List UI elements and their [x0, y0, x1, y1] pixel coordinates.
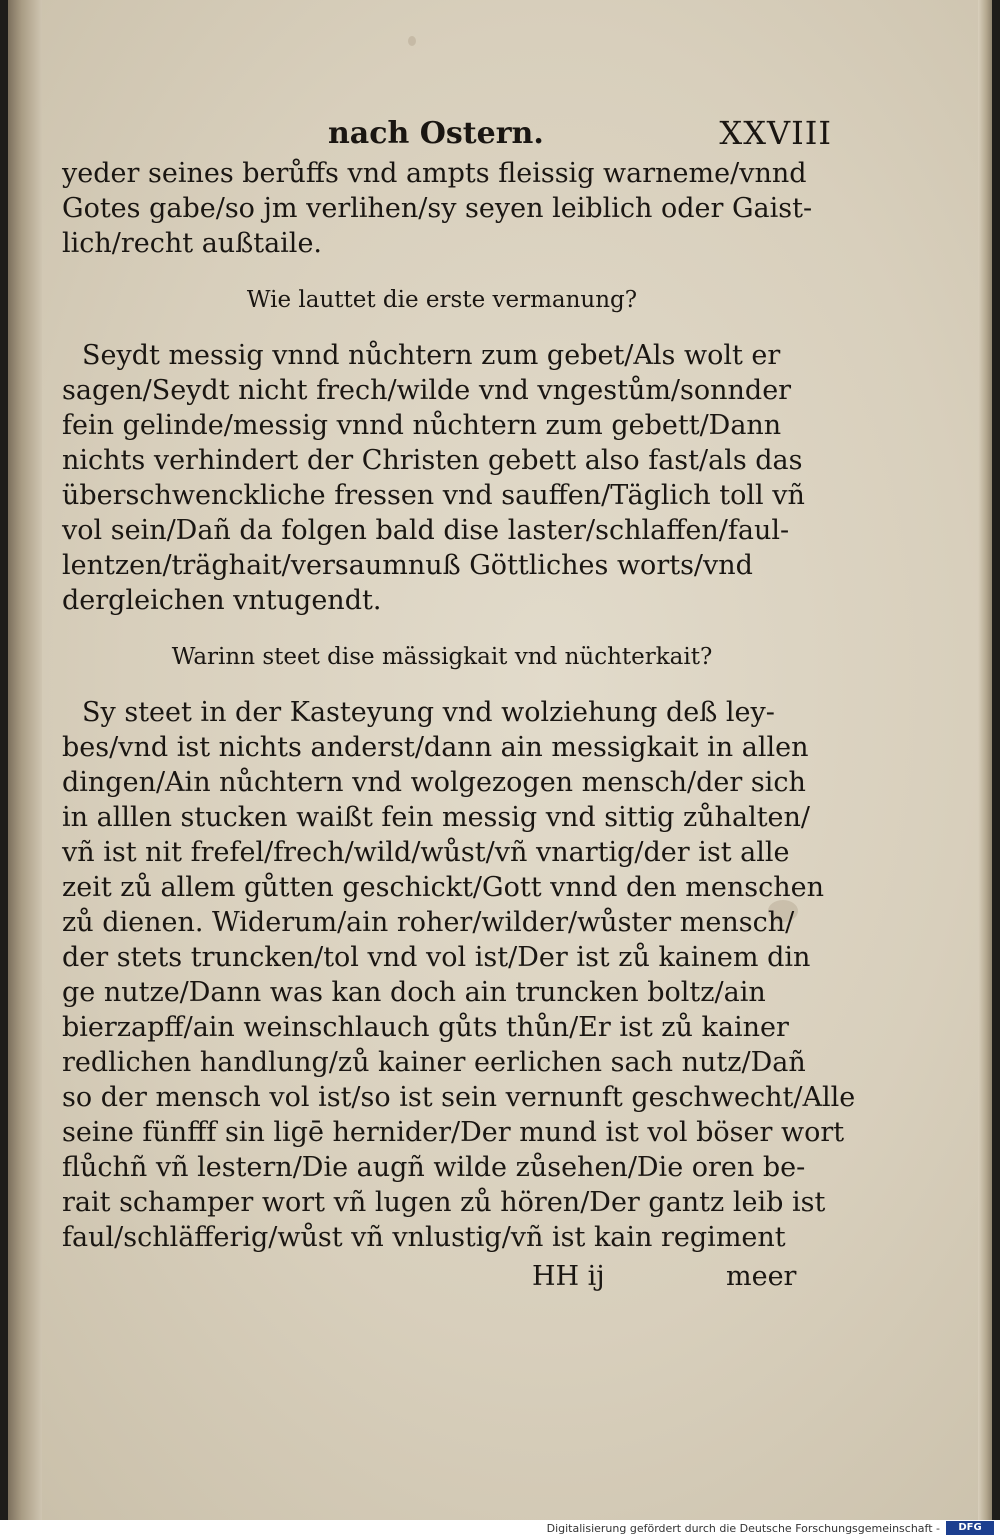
folio-number: XXVIII — [719, 114, 832, 152]
text-line: flůchñ vñ lestern/Die augñ wilde zůsehen/Die oren be- — [62, 1152, 806, 1183]
text-line: der stets truncken/tol vnd vol ist/Der ist zů kainem din — [62, 942, 811, 973]
page-gutter-shadow — [8, 0, 42, 1520]
signature-mark: HH ij — [532, 1261, 605, 1292]
text-line: zů dienen. Widerum/ain roher/wilder/wůster mensch/ — [62, 907, 795, 938]
dfg-logo-icon[interactable]: DFG — [946, 1521, 994, 1535]
text-line: rait schamper wort vñ lugen zů hören/Der gantz leib ist — [62, 1187, 826, 1218]
text-line: Seydt messig vnnd nůchtern zum gebet/Als wolt er — [82, 340, 781, 371]
text-line: vol sein/Dañ da folgen bald dise laster/schlaffen/faul- — [62, 515, 790, 546]
text-line: nichts verhindert der Christen gebett also fast/als das — [62, 445, 803, 476]
catchword: meer — [726, 1261, 797, 1292]
text-line: ge nutze/Dann was kan doch ain truncken boltz/ain — [62, 977, 766, 1008]
text-line: bierzapff/ain weinschlauch gůts thůn/Er ist zů kainer — [62, 1012, 789, 1043]
text-line: yeder seines berůffs vnd ampts fleissig warneme/vnnd — [62, 158, 807, 189]
text-line: Sy steet in der Kasteyung vnd wolziehung deß ley- — [82, 697, 775, 728]
text-line: so der mensch vol ist/so ist sein vernunft geschwecht/Alle — [62, 1082, 856, 1113]
text-line: bes/vnd ist nichts anderst/dann ain messigkait in allen — [62, 732, 809, 763]
text-line: überschwenckliche fressen vnd sauffen/Täglich toll vñ — [62, 480, 805, 511]
text-line: lentzen/träghait/versaumnuß Göttliches worts/vnd — [62, 550, 753, 581]
text-block — [62, 112, 856, 1295]
text-line: Gotes gabe/so jm verlihen/sy seyen leiblich oder Gaist- — [62, 193, 813, 224]
text-line: dergleichen vntugendt. — [62, 585, 382, 616]
digitization-credit: Digitalisierung gefördert durch die Deutsche Forschungsgemeinschaft - — [546, 1522, 940, 1535]
page-edge — [978, 0, 992, 1520]
digitization-footer — [0, 1520, 1000, 1537]
text-line: dingen/Ain nůchtern vnd wolgezogen mensch/der sich — [62, 767, 806, 798]
answer-paragraph — [62, 338, 805, 618]
page-header — [62, 112, 832, 156]
text-line: faul/schläfferig/wůst vñ vnlustig/vñ ist kain regiment — [62, 1222, 786, 1253]
answer-paragraph — [62, 695, 856, 1255]
paper-stain — [408, 36, 416, 46]
page-footer-line — [62, 1259, 802, 1295]
text-line: zeit zů allem gůtten geschickt/Gott vnnd den menschen — [62, 872, 824, 903]
text-line: vñ ist nit frefel/frech/wild/wůst/vñ vnartig/der ist alle — [62, 837, 790, 868]
text-line: lich/recht außtaile. — [62, 228, 323, 259]
running-head: nach Ostern. — [328, 116, 544, 151]
intro-paragraph — [62, 156, 813, 261]
question-heading: Wie lauttet die erste vermanung? — [246, 287, 638, 313]
text-line: sagen/Seydt nicht frech/wilde vnd vngestům/sonnder — [62, 375, 792, 406]
question-heading: Warinn steet dise mässigkait vnd nüchterkait? — [171, 644, 713, 670]
text-line: fein gelinde/messig vnnd nůchtern zum gebett/Dann — [62, 410, 782, 441]
text-line: in alllen stucken waißt fein messig vnd sittig zůhalten/ — [62, 802, 811, 833]
text-line: redlichen handlung/zů kainer eerlichen sach nutz/Dañ — [62, 1047, 806, 1078]
text-line: seine fünfff sin ligē hernider/Der mund ist vol böser wort — [62, 1117, 845, 1148]
book-page — [8, 0, 992, 1520]
